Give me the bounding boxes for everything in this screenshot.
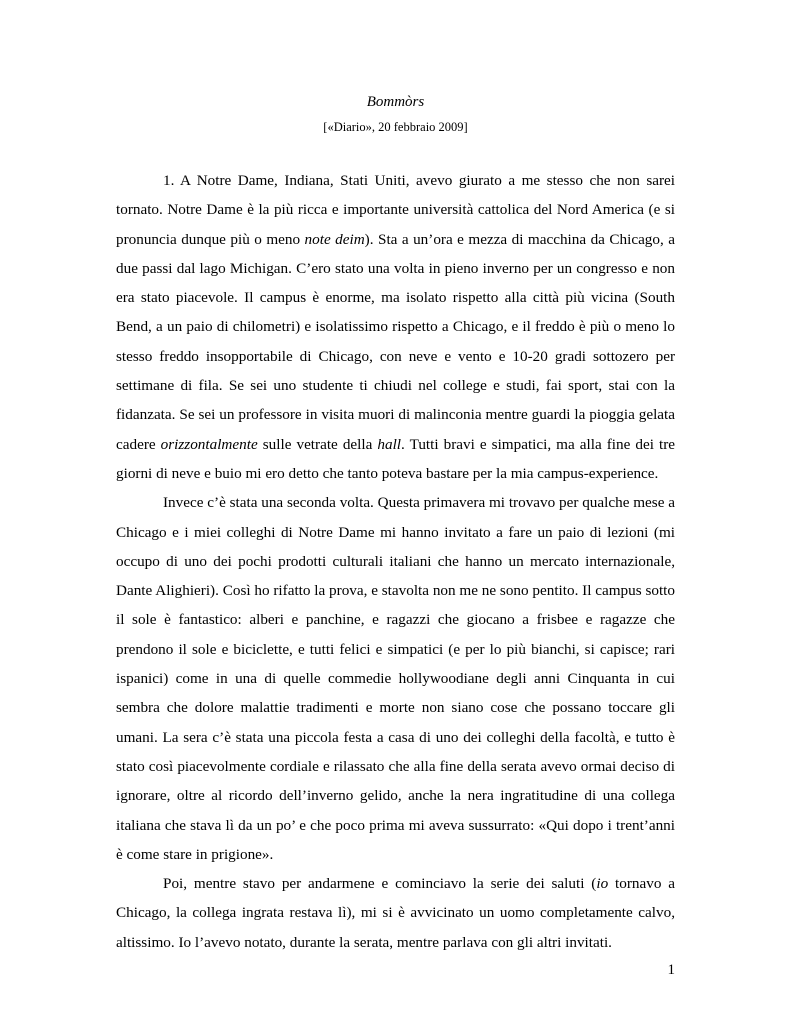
text-run: Poi, mentre stavo per andarmene e cominciavo la serie dei saluti ( (163, 875, 597, 893)
page-number: 1 (667, 962, 675, 978)
document-subtitle: [«Diario», 20 febbraio 2009] (323, 120, 468, 134)
text-run: ). Sta a un’ora e mezza di macchina da Chicago, a due passi dal lago Michigan. C’ero stato una volta in pieno inverno per un congresso e non era stato piacevole. Il campus è enorme, ma isolato rispetto alla città più vicina (South Bend, a un paio di chilometri) e isolatissimo rispetto a Chicago, e il freddo è più o meno lo stesso freddo insopportabile di Chicago, con neve e vento e 10-20 gradi sottozero per settimane di fila. Se sei uno studente ti chiudi nel college e studi, fai sport, stai con la fidanzata. Se sei un professore in visita muori di malinconia mentre guardi la pioggia gelata cadere (116, 230, 675, 453)
italic-text: note deim (304, 230, 365, 248)
paragraph-1 (116, 166, 675, 488)
italic-text: hall (377, 435, 402, 453)
body-text (116, 166, 675, 957)
text-run: . Tutti bravi e simpatici, ma alla fine dei tre giorni di neve e buio mi ero detto che tanto poteva bastare per la mia campus-experience. (116, 435, 676, 482)
paragraph-3 (116, 869, 675, 957)
document-title: Bommòrs (366, 94, 425, 110)
text-run: sulle vetrate della (257, 435, 378, 453)
italic-text: orizzontalmente (160, 435, 258, 453)
text-run: Invece c’è stata una seconda volta. Questa primavera mi trovavo per qualche mese a Chicago e i miei colleghi di Notre Dame mi hanno invitato a fare un paio di lezioni (mi occupo di uno dei pochi prodotti culturali italiani che hanno un mercato internazionale, Dante Alighieri). Così ho rifatto la prova, e stavolta non me ne sono pentito. Il campus sotto il sole è fantastico: alberi e panchine, e ragazzi che giocano a frisbee e ragazze che prendono il sole e biciclette, e tutti felici e simpatici (e per lo più bianchi, si capisce; rari ispanici) come in una di quelle commedie hollywoodiane degli anni Cinquanta in cui sembra che dolore malattie tradimenti e morte non siano cose che possano toccare gli umani. La sera c’è stata una piccola festa a casa di uno dei colleghi della facoltà, e tutto è stato così piacevolmente cordiale e rilassato che alla fine della serata avevo ormai deciso di ignorare, oltre al ricordo dell’inverno gelido, anche la nera ingratitudine di una collega italiana che stava lì da un po’ e che poco prima mi aveva sussurrato: «Qui dopo i trent’anni è come stare in prigione». (116, 494, 675, 863)
italic-text: io (596, 875, 609, 893)
text-run: 1. A Notre Dame, Indiana, Stati Uniti, avevo giurato a me stesso che non sarei tornato. Notre Dame è la più ricca e importante università cattolica del Nord America (e si pronuncia dunque più o meno (116, 172, 675, 248)
text-run: tornavo a Chicago, la collega ingrata restava lì), mi si è avvicinato un uomo completamente calvo, altissimo. Io l’avevo notato, durante la serata, mentre parlava con gli altri invitati. (116, 875, 675, 951)
paragraph-2 (116, 488, 675, 869)
